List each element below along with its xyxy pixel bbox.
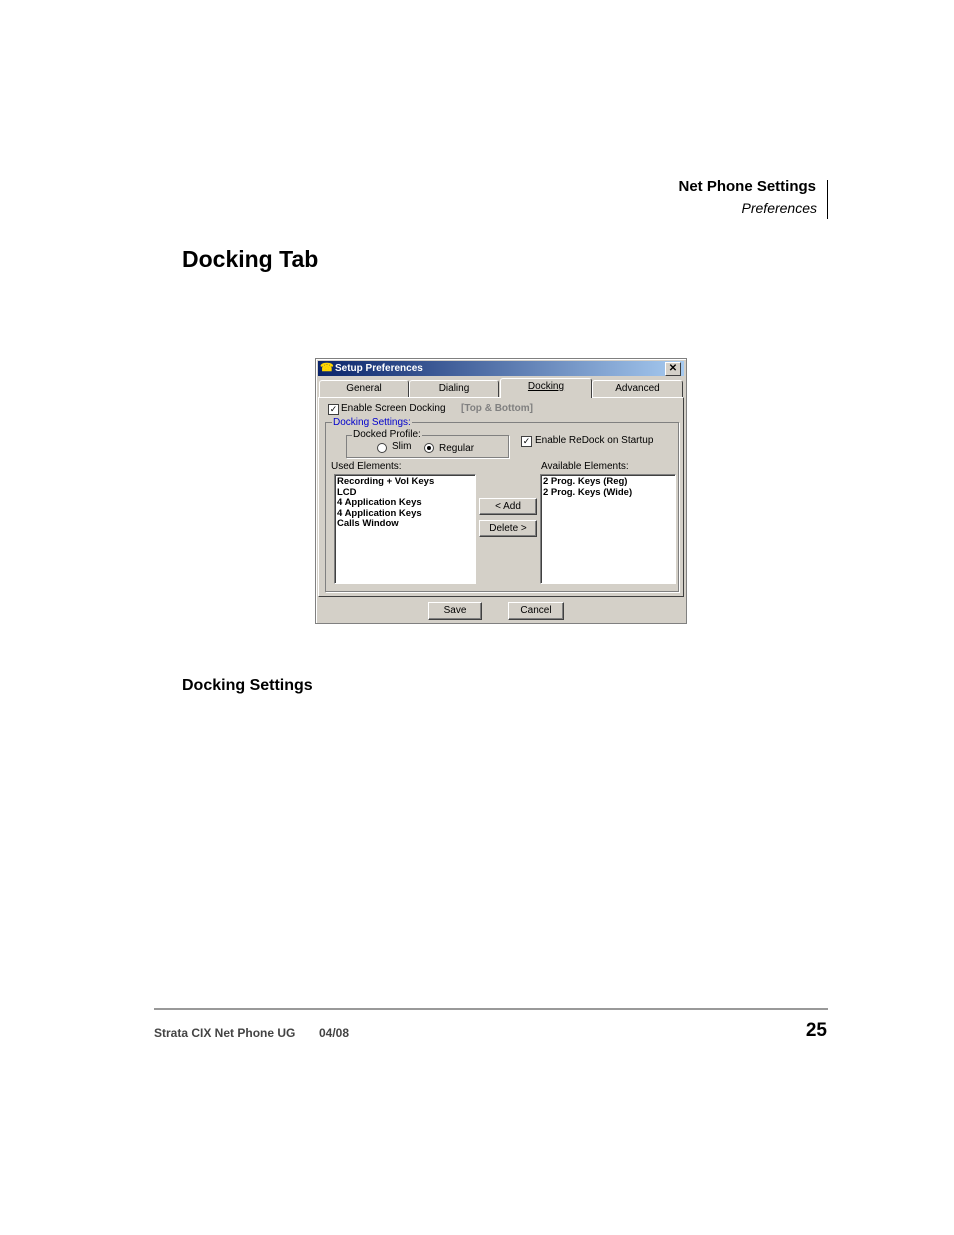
docked-profile-label: Docked Profile: — [353, 429, 421, 440]
available-elements-label: Available Elements: — [541, 461, 629, 472]
tab-docking[interactable] — [500, 378, 592, 398]
footer-rule — [154, 1008, 828, 1010]
cancel-button[interactable] — [508, 602, 564, 620]
docking-tab-panel — [318, 397, 684, 597]
phone-app-icon: ☎ — [320, 362, 334, 374]
header-rule — [827, 180, 828, 219]
enable-redock-checkbox[interactable]: ✓ — [522, 436, 531, 446]
list-item[interactable]: Calls Window — [337, 518, 399, 529]
add-button[interactable]: < Add — [479, 498, 537, 515]
list-item[interactable]: 2 Prog. Keys (Wide) — [543, 486, 633, 498]
footer-doc-name: Strata CIX Net Phone UG — [154, 1026, 296, 1040]
running-header-title: Net Phone Settings — [678, 178, 816, 195]
setup-preferences-dialog — [315, 358, 687, 624]
footer-date: 04/08 — [319, 1026, 350, 1040]
section-heading: Docking Settings — [182, 677, 313, 694]
tab-dialing[interactable] — [409, 380, 499, 398]
docking-settings-label: Docking Settings: — [333, 417, 411, 428]
tab-general[interactable] — [319, 380, 409, 398]
tab-label: Docking — [527, 381, 565, 392]
tab-advanced[interactable] — [592, 380, 683, 398]
dock-position-hint: [Top & Bottom] — [461, 403, 534, 414]
tab-label: Advanced — [615, 383, 660, 394]
list-item[interactable]: 4 Application Keys — [337, 507, 422, 519]
enable-screen-docking-checkbox[interactable]: ✓ — [329, 404, 338, 414]
close-icon[interactable]: ✕ — [665, 362, 681, 376]
enable-redock-label: Enable ReDock on Startup — [535, 435, 654, 446]
slim-radio[interactable] — [377, 443, 387, 453]
tab-label: General — [346, 383, 382, 394]
page-number: 25 — [805, 1020, 827, 1041]
available-elements-listbox[interactable] — [540, 474, 676, 584]
page-title: Docking Tab — [182, 246, 319, 272]
running-header-subtitle: Preferences — [741, 200, 817, 216]
save-button-label: Save — [443, 605, 467, 616]
list-item[interactable]: LCD — [337, 486, 357, 498]
dialog-titlebar[interactable] — [318, 361, 684, 376]
slim-radio-label: Slim — [392, 441, 412, 452]
save-button[interactable] — [428, 602, 482, 620]
delete-button[interactable]: Delete > — [479, 520, 537, 537]
list-item[interactable]: Recording + Vol Keys — [337, 476, 435, 487]
list-item[interactable]: 4 Application Keys — [337, 497, 422, 508]
cancel-button-label: Cancel — [520, 605, 552, 616]
dialog-title: Setup Preferences — [335, 363, 423, 374]
enable-screen-docking-label: Enable Screen Docking — [341, 403, 446, 414]
used-elements-label: Used Elements: — [331, 461, 402, 472]
regular-radio[interactable] — [424, 443, 434, 453]
regular-radio-label: Regular — [439, 443, 475, 454]
used-elements-listbox[interactable] — [334, 474, 476, 584]
tab-label: Dialing — [438, 383, 470, 394]
list-item[interactable]: 2 Prog. Keys (Reg) — [543, 476, 628, 487]
